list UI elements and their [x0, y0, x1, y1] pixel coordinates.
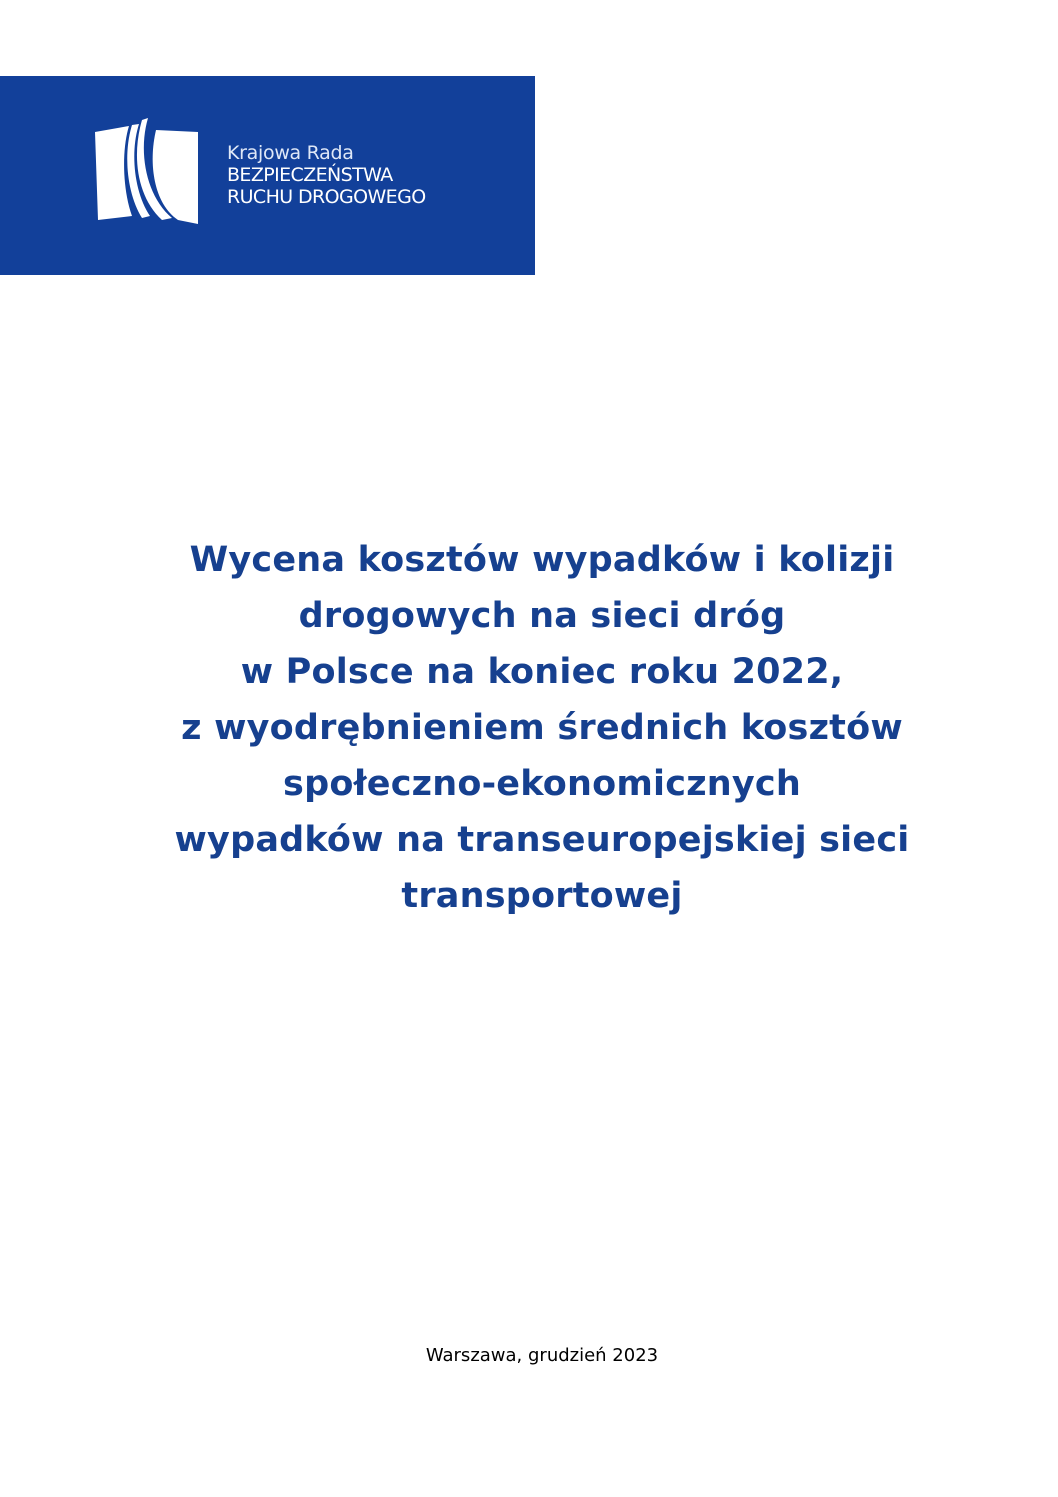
title-line: wypadków na transeuropejskiej sieci	[174, 820, 910, 860]
title-line: Wycena kosztów wypadków i kolizji	[189, 540, 895, 580]
title-line: drogowych na sieci dróg	[298, 596, 786, 636]
krrd-logo-icon	[92, 116, 202, 228]
document-title	[100, 532, 984, 924]
title-line: społeczno-ekonomicznych	[283, 764, 801, 804]
logo-banner	[0, 76, 535, 275]
title-line: z wyodrębnieniem średnich kosztów	[181, 708, 903, 748]
logo-line-bezpieczenstwa: BEZPIECZEŃSTWA	[227, 164, 393, 186]
place-and-date: Warszawa, grudzień 2023	[425, 1345, 659, 1366]
logo-line-krajowa-rada: Krajowa Rada	[227, 142, 354, 164]
logo-line-ruchu-drogowego: RUCHU DROGOWEGO	[227, 186, 426, 208]
title-line: w Polsce na koniec roku 2022,	[240, 652, 844, 692]
title-line: transportowej	[401, 876, 683, 916]
logo-wordmark	[227, 142, 426, 208]
